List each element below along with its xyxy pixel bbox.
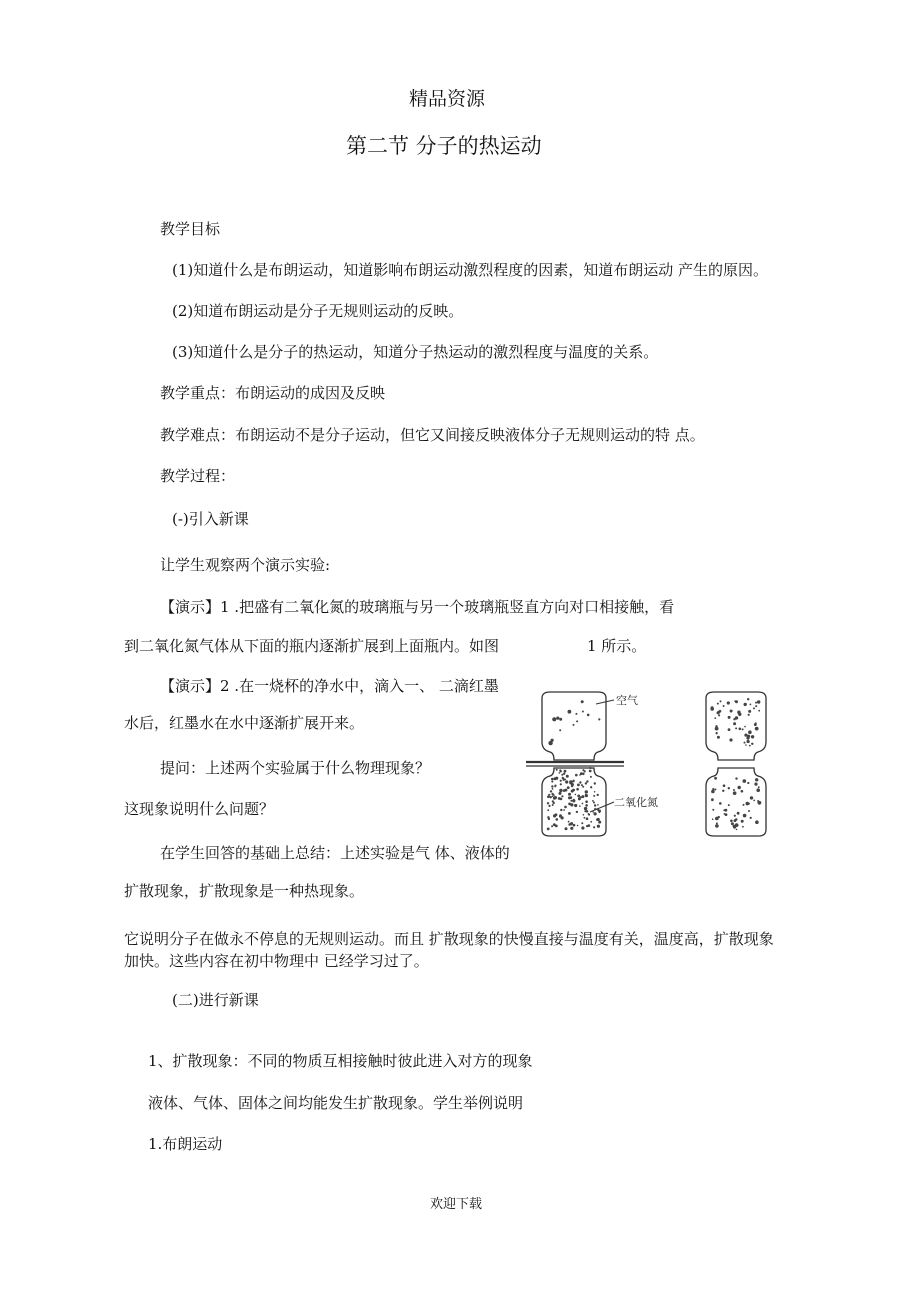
particle-dot	[755, 778, 758, 781]
particle-dot	[583, 814, 585, 816]
demo1-line1: 【演示】1 .把盛有二氧化氮的玻璃瓶与另一个玻璃瓶竖直方向对口相接触，看	[160, 598, 675, 616]
particle-dot	[728, 804, 730, 806]
particle-dot	[555, 825, 558, 828]
page-footer: 欢迎下载	[430, 1197, 483, 1212]
jar-pair-before	[526, 692, 624, 836]
particle-dot	[742, 728, 744, 730]
particle-dot	[754, 783, 757, 786]
particle-dot	[597, 794, 599, 796]
particle-dot	[585, 804, 588, 807]
particle-dot	[581, 784, 583, 786]
particle-dot	[750, 817, 752, 819]
particle-dot	[728, 728, 731, 731]
particle-dot	[734, 700, 736, 702]
particle-dot	[582, 786, 584, 788]
particle-dot	[747, 782, 749, 784]
particle-dot	[568, 821, 570, 823]
particle-dot	[577, 825, 579, 827]
particle-dot	[565, 827, 568, 830]
particle-dot	[723, 784, 726, 787]
particle-dot	[712, 818, 714, 820]
particle-dot	[547, 809, 549, 811]
particle-dot	[594, 782, 596, 784]
particle-dot	[582, 803, 584, 805]
page-header: 精品资源	[409, 88, 486, 110]
particle-dot	[711, 790, 715, 794]
particle-dot	[715, 824, 719, 828]
particle-dot	[596, 808, 598, 810]
particle-dot	[579, 781, 581, 783]
particle-dot	[568, 796, 571, 799]
particle-dot	[548, 741, 552, 745]
conclusion-line2: 加快。这些内容在初中物理中 已经学习过了。	[124, 952, 429, 970]
question-line1: 提问：上述两个实验属于什么物理现象？	[160, 759, 431, 777]
particle-dot	[552, 717, 556, 721]
particle-dot	[575, 774, 578, 777]
particle-dot	[724, 813, 726, 815]
particle-dot	[742, 826, 744, 828]
intro-text: 让学生观察两个演示实验:	[160, 556, 331, 574]
particle-dot	[559, 789, 562, 792]
particle-dot	[741, 790, 744, 793]
particle-dot	[548, 805, 550, 807]
particle-dot	[570, 800, 572, 802]
particle-dot	[587, 714, 590, 717]
diffusion-figure	[520, 690, 780, 840]
particle-dot	[581, 700, 584, 703]
particle-dot	[559, 798, 561, 800]
particle-dot	[755, 702, 757, 704]
goals-heading: 教学目标	[160, 220, 221, 238]
particle-dot	[750, 796, 753, 799]
particle-dot	[710, 707, 714, 711]
particle-dot	[573, 800, 576, 803]
summary-line2: 扩散现象，扩散现象是一种热现象。	[124, 882, 365, 900]
particle-dot	[585, 790, 588, 793]
goal-item-3: (3)知道什么是分子的热运动，知道分子热运动的激烈程度与温度的关系。	[172, 343, 659, 361]
particle-dot	[718, 714, 720, 716]
particle-dot	[570, 827, 573, 830]
particle-dot	[550, 790, 552, 792]
particle-dot	[550, 796, 552, 798]
particle-dot	[594, 791, 596, 793]
section-title: 第二节 分子的热运动	[346, 134, 542, 158]
particle-dot	[593, 795, 595, 797]
particle-dot	[748, 730, 752, 734]
particle-dot	[718, 816, 720, 818]
particle-dot	[594, 812, 597, 815]
particle-dot	[588, 813, 590, 815]
particle-dot	[754, 723, 757, 726]
particle-dot	[585, 782, 587, 784]
particle-dot	[720, 700, 722, 702]
particle-dot	[582, 711, 584, 713]
particle-dot	[749, 745, 751, 747]
particle-dot	[598, 718, 600, 720]
demo2-line1: 【演示】2 .在一烧杯的净水中，滴入一、 二滴红墨	[160, 677, 499, 695]
particle-dot	[559, 793, 561, 795]
particle-dot	[733, 789, 735, 791]
difficulty: 教学难点：布朗运动不是分子运动，但它又间接反映液体分子无规则运动的特 点。	[160, 426, 705, 444]
particle-dot	[592, 811, 594, 813]
section-new-heading: (二)进行新课	[172, 991, 259, 1009]
particle-dot	[735, 777, 737, 779]
particle-dot	[568, 793, 571, 796]
particle-dot	[730, 710, 733, 713]
particle-dot	[576, 720, 578, 722]
particle-dot	[554, 796, 557, 799]
particle-dot	[743, 779, 747, 783]
label-no2: 二氧化氮	[614, 796, 658, 809]
particle-dot	[723, 809, 725, 811]
particle-dot	[755, 705, 757, 707]
particle-dot	[723, 705, 725, 707]
particle-dot	[564, 806, 567, 809]
particle-dot	[758, 801, 762, 805]
label-air: 空气	[616, 694, 638, 707]
particle-dot	[582, 769, 584, 771]
particle-dot	[552, 800, 554, 802]
particle-dot	[744, 742, 746, 744]
particle-dot	[574, 804, 577, 807]
particle-dot	[570, 803, 573, 806]
goal-item-1: (1)知道什么是布朗运动，知道影响布朗运动激烈程度的因素，知道布朗运动 产生的原因。	[172, 261, 769, 279]
point-brownian: 1.布朗运动	[148, 1135, 223, 1153]
particle-dot	[747, 698, 749, 700]
key-point: 教学重点：布朗运动的成因及反映	[160, 384, 386, 402]
particle-dot	[553, 814, 556, 817]
particle-dot	[547, 828, 550, 831]
particle-dot	[593, 826, 595, 828]
particle-dot	[730, 820, 733, 823]
jar-pair-after	[706, 692, 766, 836]
particle-dot	[551, 825, 553, 827]
particle-dot	[575, 794, 577, 796]
particle-dot	[733, 722, 736, 725]
particle-dot	[736, 829, 738, 831]
particle-dot	[592, 800, 594, 802]
particle-dot	[560, 783, 562, 785]
particle-dot	[717, 736, 720, 739]
particle-dot	[568, 823, 571, 826]
particle-dot	[745, 744, 747, 746]
demo1-line2: 到二氧化氮气体从下面的瓶内逐渐扩展到上面瓶内。如图	[124, 637, 500, 655]
particle-dot	[748, 714, 750, 716]
particle-dot	[577, 784, 580, 787]
particle-dot	[734, 819, 737, 822]
particle-dot	[571, 790, 574, 793]
particle-dot	[581, 826, 584, 829]
section-intro-heading: (-)引入新课	[172, 510, 249, 528]
particle-dot	[729, 738, 732, 741]
particle-dot	[735, 716, 738, 719]
particle-dot	[738, 786, 741, 789]
particle-dot	[751, 743, 753, 745]
particle-dot	[565, 780, 568, 783]
particle-dot	[739, 728, 742, 731]
particle-dot	[748, 710, 751, 713]
particle-dot	[560, 770, 562, 772]
conclusion-line1: 它说明分子在做永不停息的无规则运动。而且 扩散现象的快慢直接与温度有关，温度高，扩散现象	[124, 930, 774, 948]
particle-dot	[599, 811, 601, 813]
particle-dot	[572, 780, 574, 782]
particle-dot	[586, 825, 588, 827]
particle-dot	[556, 717, 559, 720]
particle-dot	[563, 789, 566, 792]
particle-dot	[756, 788, 760, 792]
particle-dot	[551, 778, 554, 781]
particle-dot	[744, 726, 746, 728]
particle-dot	[719, 802, 722, 805]
particle-dot	[581, 795, 584, 798]
particle-dot	[579, 805, 581, 807]
particle-dot	[598, 821, 601, 824]
particle-dot	[755, 727, 759, 731]
particle-dot	[563, 773, 565, 775]
particle-dot	[594, 808, 596, 810]
particle-dot	[564, 779, 566, 781]
particle-dot	[714, 789, 716, 791]
process-heading: 教学过程：	[160, 467, 236, 485]
particle-dot	[717, 703, 719, 705]
particle-dot	[559, 772, 561, 774]
particle-dot	[552, 788, 554, 790]
particle-dot	[561, 774, 563, 776]
particle-dot	[715, 727, 719, 731]
particle-dot	[593, 802, 595, 804]
particle-dot	[584, 810, 586, 812]
particle-dot	[580, 772, 583, 775]
particle-dot	[717, 711, 720, 714]
particle-dot	[563, 809, 565, 811]
particle-dot	[559, 718, 562, 721]
particle-dot	[714, 777, 717, 780]
particle-dot	[589, 770, 592, 773]
particle-dot	[552, 804, 554, 806]
particle-dot	[722, 790, 724, 792]
point-diffusion: 1、扩散现象：不同的物质互相接触时彼此进入对方的现象	[148, 1052, 533, 1070]
particle-dot	[547, 795, 550, 798]
particle-dot	[712, 809, 714, 811]
particle-dot	[750, 704, 752, 706]
particle-dot	[551, 781, 553, 783]
particle-dot	[589, 767, 591, 769]
particle-dot	[560, 780, 562, 782]
particle-dot	[757, 700, 760, 703]
particle-dot	[734, 815, 736, 817]
particle-dot	[556, 769, 558, 771]
particle-dot	[576, 811, 578, 813]
particle-dot	[747, 740, 750, 743]
particle-dot	[753, 800, 755, 802]
particle-dot	[576, 788, 579, 791]
particle-dot	[597, 804, 599, 806]
particle-dot	[571, 822, 573, 824]
particle-dot	[585, 800, 588, 803]
particle-dot	[743, 804, 745, 806]
particle-dot	[735, 792, 737, 794]
particle-dot	[591, 767, 593, 769]
particle-dot	[590, 776, 592, 778]
goal-item-2: (2)知道布朗运动是分子无规则运动的反映。	[172, 302, 464, 320]
particle-dot	[584, 817, 586, 819]
particle-dot	[564, 770, 567, 773]
particle-dot	[728, 787, 730, 789]
particle-dot	[597, 818, 600, 821]
particle-dot	[567, 786, 570, 789]
particle-dot	[554, 777, 557, 780]
particle-dot	[566, 775, 569, 778]
particle-dot	[556, 818, 559, 821]
particle-dot	[751, 735, 754, 738]
particle-dot	[577, 795, 580, 798]
demo1-figref: 1 所示。	[587, 637, 647, 655]
particle-dot	[748, 810, 750, 812]
particle-dot	[590, 821, 592, 823]
particle-dot	[581, 822, 583, 824]
particle-dot	[755, 820, 759, 824]
particle-dot	[738, 711, 740, 713]
particle-dot	[551, 785, 553, 787]
particle-dot	[590, 786, 592, 788]
particle-dot	[738, 713, 741, 716]
particle-dot	[560, 809, 562, 811]
question-line2: 这现象说明什么问题？	[124, 800, 275, 818]
particle-dot	[575, 713, 577, 715]
particle-dot	[733, 825, 736, 828]
particle-dot	[562, 777, 564, 779]
particle-dot	[561, 795, 563, 797]
particle-dot	[554, 785, 556, 787]
particle-dot	[716, 732, 718, 734]
particle-dot	[735, 727, 737, 729]
particle-dot	[573, 824, 576, 827]
particle-dot	[744, 734, 747, 737]
particle-dot	[743, 814, 747, 818]
particle-dot	[585, 794, 587, 796]
particle-dot	[744, 703, 747, 706]
particle-dot	[573, 724, 575, 726]
particle-dot	[737, 812, 740, 815]
point-diffusion-note: 液体、气体、固体之间均能发生扩散现象。学生举例说明	[148, 1094, 524, 1112]
particle-dot	[568, 812, 571, 815]
particle-dot	[568, 710, 572, 714]
particle-dot	[547, 802, 549, 804]
particle-dot	[594, 804, 596, 806]
particle-dot	[741, 820, 744, 823]
particle-dot	[727, 701, 730, 704]
particle-dot	[597, 825, 600, 828]
particle-dot	[714, 717, 716, 719]
particle-dot	[548, 818, 550, 820]
particle-dot	[586, 817, 589, 820]
particle-dot	[731, 822, 734, 825]
particle-dot	[753, 707, 755, 709]
particle-dot	[559, 814, 562, 817]
particle-dot	[728, 716, 731, 719]
particle-dot	[758, 710, 760, 712]
summary-line1: 在学生回答的基础上总结：上述实验是气 体、液体的	[160, 844, 510, 862]
particle-dot	[571, 785, 573, 787]
particle-dot	[586, 780, 588, 782]
demo2-line2: 水后，红墨水在水中逐渐扩展开来。	[124, 714, 365, 732]
particle-dot	[746, 802, 750, 806]
particle-dot	[584, 807, 587, 810]
particle-dot	[758, 786, 760, 788]
particle-dot	[711, 798, 714, 801]
particle-dot	[553, 794, 555, 796]
particle-dot	[559, 729, 561, 731]
particle-dot	[569, 780, 572, 783]
